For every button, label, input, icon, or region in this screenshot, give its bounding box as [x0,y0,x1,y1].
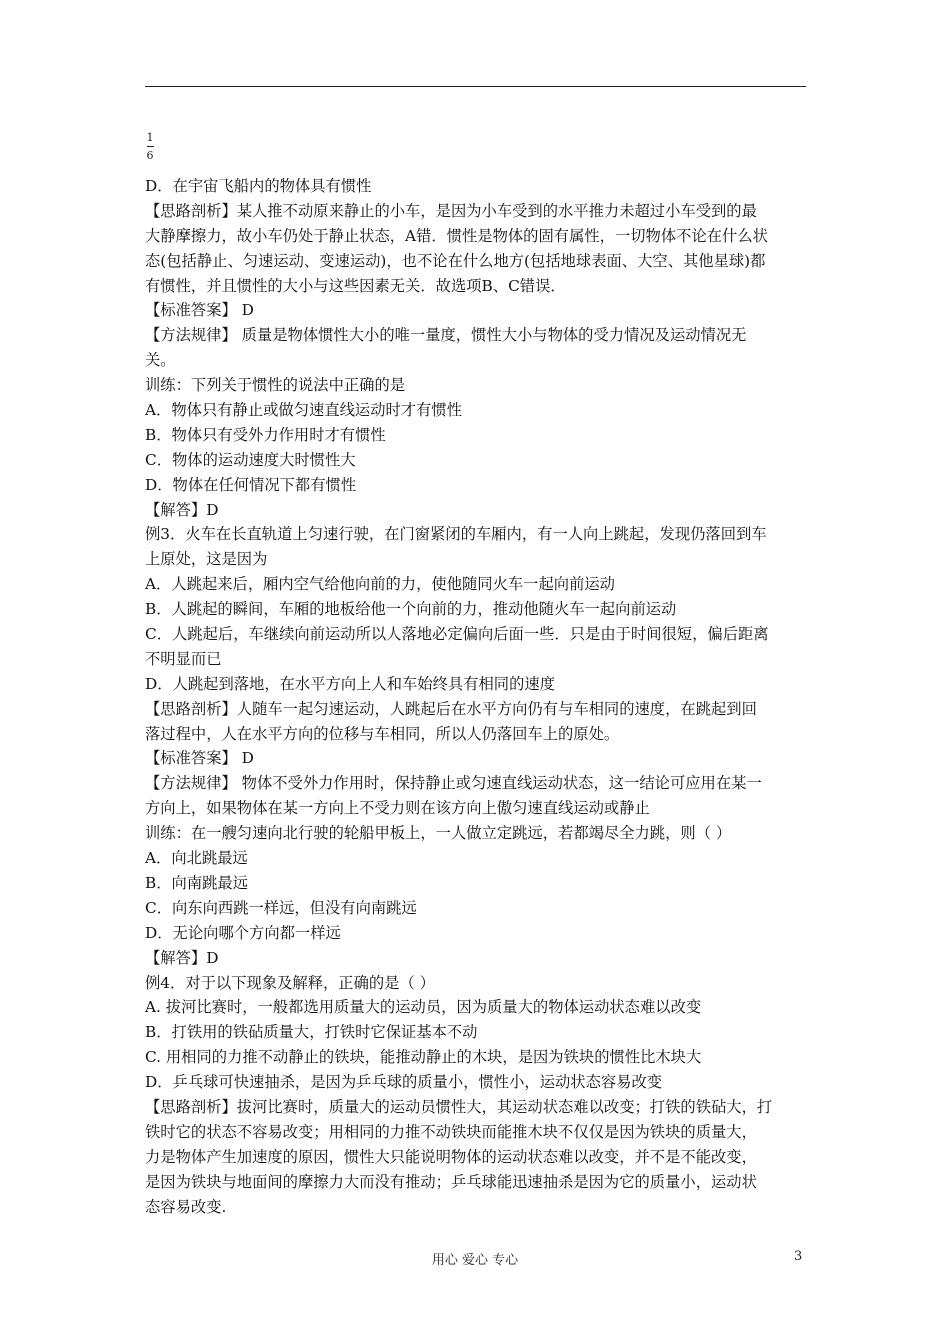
text-line: 铁时它的状态不容易改变；用相同的力推不动铁块而能推木块不仅仅是因为铁块的质量大， [145,1122,757,1141]
text-line: A. 拔河比赛时，一般都选用质量大的运动员，因为质量大的物体运动状态难以改变 [145,998,702,1017]
text-line: B．打铁用的铁砧质量大，打铁时它保证基本不动 [145,1023,478,1042]
text-line: B．人跳起的瞬间，车厢的地板给他一个向前的力，推动他随火车一起向前运动 [145,600,677,619]
text-line: 例3．火车在长直轨道上匀速行驶，在门窗紧闭的车厢内，有一人向上跳起，发现仍落回到车 [145,525,767,544]
fraction-denominator: 6 [146,149,154,162]
text-line: 态容易改变. [145,1197,227,1216]
text-line: D．乒乓球可快速抽杀，是因为乒乓球的质量小，惯性小，运动状态容易改变 [145,1073,663,1092]
text-line: A．物体只有静止或做匀速直线运动时才有惯性 [145,401,462,420]
text-line: 【解答】D [145,500,219,519]
footer-slogan: 用心 爱心 专心 [431,1253,519,1268]
text-line: 关。 [145,351,176,370]
document-body [145,174,810,1219]
text-line: D．人跳起到落地，在水平方向上人和车始终具有相同的速度 [145,674,555,693]
text-line: 大静摩擦力，故小车仍处于静止状态，A错．惯性是物体的固有属性，一切物体不论在什么状 [145,226,768,245]
text-line: 有惯性，并且惯性的大小与这些因素无关．故选项B、C错误． [145,276,566,295]
text-line: B．物体只有受外力作用时才有惯性 [145,425,386,444]
text-line: 态(包括静止、匀速运动、变速运动)，也不论在什么地方(包括地球表面、大空、其他星球)都 [145,251,766,270]
text-line: 【思路剖析】某人推不动原来静止的小车，是因为小车受到的水平推力未超过小车受到的最 [145,201,757,220]
text-line: D．在宇宙飞船内的物体具有惯性 [145,177,372,195]
text-line: 上原处，这是因为 [145,550,268,569]
text-line: 方向上，如果物体在某一方向上不受力则在该方向上傲匀速直线运动或静止 [145,799,650,818]
text-line: 【方法规律】 质量是物体惯性大小的唯一量度，惯性大小与物体的受力情况及运动情况无 [145,326,747,345]
text-line: 【思路剖析】拔河比赛时，质量大的运动员惯性大，其运动状态难以改变；打铁的铁砧大，打 [145,1097,773,1116]
text-line: B．向南跳最远 [145,873,249,892]
text-line: 【方法规律】 物体不受外力作用时，保持静止或匀速直线运动状态，这一结论可应用在某一 [145,774,762,793]
text-line: C. 用相同的力推不动静止的铁块，能推动静止的木块，是因为铁块的惯性比木块大 [145,1048,702,1067]
text-line: C．人跳起后，车继续向前运动所以人落地必定偏向后面一些．只是由于时间很短，偏后距离 [145,625,769,644]
text-line: 是因为铁块与地面间的摩擦力大而没有推动；乒乓球能迅速抽杀是因为它的质量小，运动状 [145,1172,757,1191]
text-line: 【标准答案】 D [145,301,254,320]
text-line: 【解答】D [145,948,219,967]
fraction-mark [145,132,155,161]
header-rule [145,86,806,87]
text-line: D．物体在任何情况下都有惯性 [145,475,357,494]
text-line: 例4．对于以下现象及解释，正确的是（ ） [145,973,435,992]
text-line: 力是物体产生加速度的原因，惯性大只能说明物体的运动状态难以改变，并不是不能改变， [145,1147,757,1166]
fraction-numerator: 1 [146,131,154,144]
text-line: C．向东向西跳一样远，但没有向南跳远 [145,898,417,917]
text-line: D．无论向哪个方向都一样远 [145,923,341,942]
text-line: A．人跳起来后，厢内空气给他向前的力，使他随同火车一起向前运动 [145,575,615,594]
text-line: 【思路剖析】人随车一起匀速运动，人跳起后在水平方向仍有与车相同的速度，在跳起到回 [145,699,757,718]
text-line: 训练：下列关于惯性的说法中正确的是 [145,376,406,395]
text-line: 训练：在一艘匀速向北行驶的轮船甲板上，一人做立定跳远，若都竭尽全力跳，则（ ） [145,824,732,843]
text-line: 【标准答案】 D [145,749,254,768]
page-number: 3 [794,1249,803,1264]
text-line: A．向北跳最远 [145,849,248,868]
text-line: C．物体的运动速度大时惯性大 [145,450,356,469]
text-line: 不明显而已 [145,649,222,668]
text-line: 落过程中，人在水平方向的位移与车相同，所以人仍落回车上的原处。 [145,724,620,743]
fraction-bar [147,146,154,147]
